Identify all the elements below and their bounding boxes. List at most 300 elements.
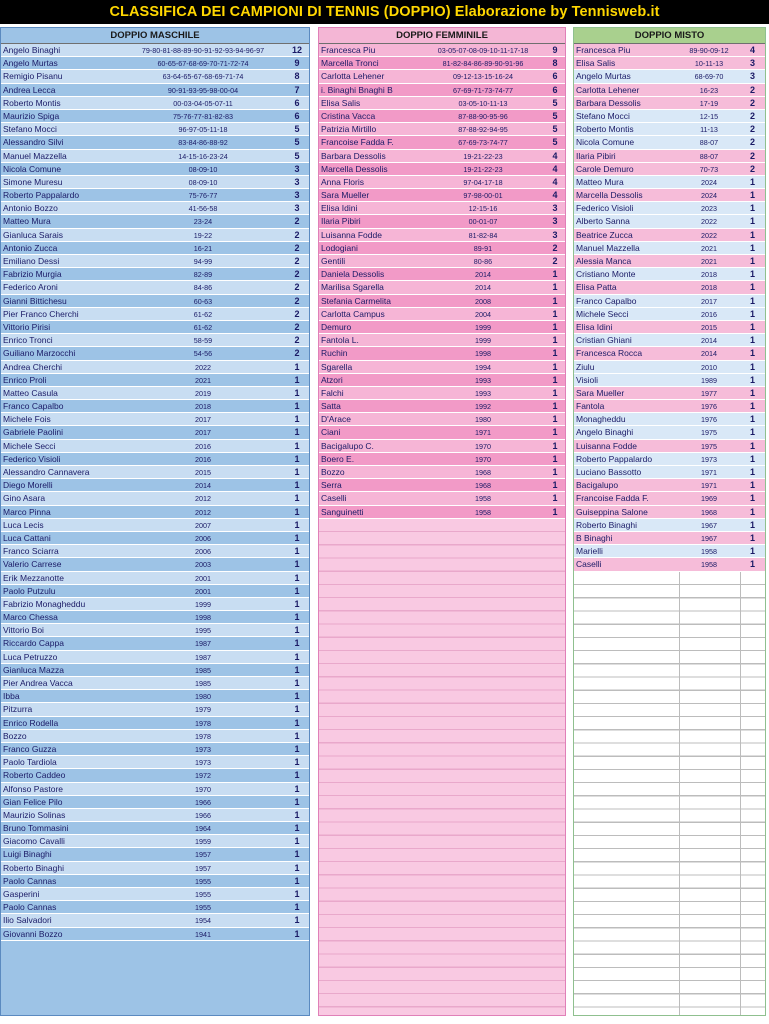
title-years: 1973 — [701, 454, 717, 464]
player-name: Stefania Carmelita — [321, 295, 391, 306]
table-row — [1, 229, 309, 242]
title-count: 1 — [294, 928, 300, 939]
table-row — [1, 440, 309, 453]
table-row — [1, 848, 309, 861]
player-name: Valerio Carrese — [3, 559, 62, 570]
title-count: 1 — [749, 242, 755, 253]
table-row — [574, 545, 765, 558]
player-name: Sara Mueller — [576, 387, 625, 398]
title-count: 5 — [552, 110, 558, 121]
player-name: Andrea Lecca — [3, 84, 56, 95]
table-row — [319, 136, 565, 149]
table-row — [574, 426, 765, 439]
title-years: 03-05-10-11-13 — [458, 98, 508, 108]
table-row — [1, 84, 309, 97]
player-name: Riccardo Cappa — [3, 638, 64, 649]
title-count: 2 — [294, 321, 300, 332]
title-years: 1958 — [475, 494, 491, 504]
player-name: Angelo Binaghi — [576, 427, 634, 438]
title-years: 00-03-04-05-07-11 — [173, 98, 233, 108]
title-count: 1 — [294, 572, 300, 583]
player-name: Anna Floris — [321, 176, 364, 187]
player-name: Marcella Tronci — [321, 58, 379, 69]
table-row — [1, 281, 309, 294]
title-years: 00-01-07 — [468, 217, 498, 227]
title-count: 1 — [552, 374, 558, 385]
title-years: 2018 — [195, 402, 211, 412]
player-name: Fabrizio Monagheddu — [3, 598, 86, 609]
table-row — [1, 572, 309, 585]
player-name: Daniela Dessolis — [321, 269, 385, 280]
table-row — [1, 651, 309, 664]
player-name: Ilio Salvadori — [3, 915, 52, 926]
player-name: Bozzo — [3, 730, 27, 741]
title-count: 1 — [552, 387, 558, 398]
table-row — [319, 44, 565, 57]
title-years: 87-88-92-94-95 — [458, 125, 508, 135]
player-name: Gian Felice Pilo — [3, 796, 63, 807]
title-count: 1 — [749, 414, 755, 425]
title-count: 1 — [294, 612, 300, 623]
title-count: 1 — [749, 427, 755, 438]
title-count: 2 — [294, 216, 300, 227]
table-row — [574, 176, 765, 189]
table-row — [1, 492, 309, 505]
title-years: 79-80-81-88-89-90-91-92-93-94-96-97 — [141, 46, 265, 55]
title-count: 3 — [294, 163, 300, 174]
title-count: 1 — [294, 849, 300, 860]
title-years: 12-15 — [699, 111, 719, 121]
title-years: 1958 — [475, 507, 491, 517]
title-count: 2 — [749, 84, 755, 95]
table-row — [1, 664, 309, 677]
title-years: 1979 — [195, 705, 211, 715]
table-row — [1, 176, 309, 189]
player-name: Luciano Bassotto — [576, 467, 642, 477]
player-name: Erik Mezzanotte — [3, 572, 64, 583]
title-count: 1 — [749, 467, 755, 477]
title-count: 1 — [294, 598, 300, 609]
table-row — [1, 426, 309, 439]
table-row — [319, 123, 565, 136]
player-name: Luisanna Fodde — [321, 229, 382, 240]
title-count: 9 — [552, 45, 558, 55]
player-name: Serra — [321, 480, 342, 491]
title-years: 03-05-07-08-09-10-11-17-18 — [437, 46, 529, 55]
player-name: Remigio Pisanu — [3, 71, 63, 82]
player-name: Falchi — [321, 387, 344, 398]
empty-rows — [319, 519, 565, 1015]
player-name: Andrea Cherchi — [3, 361, 63, 372]
table-row — [319, 84, 565, 97]
table-row — [1, 756, 309, 769]
title-years: 1971 — [701, 468, 717, 477]
table-row — [1, 730, 309, 743]
player-name: Federico Visioli — [576, 203, 634, 214]
player-name: Gianni Bittichesu — [3, 295, 67, 306]
title-count: 2 — [294, 348, 300, 359]
table-row — [319, 440, 565, 453]
title-count: 1 — [749, 546, 755, 557]
title-years: 87-88-90-95-96 — [458, 111, 508, 121]
player-name: Roberto Binaghi — [576, 519, 637, 530]
table-row — [574, 453, 765, 466]
doppio-misto-header: DOPPIO MISTO — [574, 28, 765, 44]
title-years: 10-11-13 — [694, 59, 724, 69]
table-row — [574, 97, 765, 110]
title-years: 2006 — [195, 533, 211, 543]
title-years: 90-91-93-95-98-00-04 — [167, 85, 239, 95]
title-years: 1955 — [195, 876, 211, 886]
table-row — [319, 413, 565, 426]
title-years: 16-21 — [193, 243, 213, 253]
title-years: 88-07 — [699, 138, 719, 148]
title-count: 6 — [294, 97, 300, 108]
title-years: 63-64-65-67-68-69-71-74 — [162, 72, 244, 82]
table-row — [574, 347, 765, 360]
title-count: 1 — [294, 691, 300, 702]
table-row — [1, 598, 309, 611]
table-row — [574, 440, 765, 453]
player-name: Bruno Tommasini — [3, 823, 69, 834]
title-years: 1972 — [195, 771, 211, 781]
title-count: 1 — [294, 414, 300, 425]
title-years: 19-21-22-23 — [463, 151, 503, 161]
title-count: 3 — [294, 190, 300, 201]
title-years: 1976 — [701, 415, 717, 425]
table-row — [1, 334, 309, 347]
player-name: Angelo Murtas — [3, 58, 58, 69]
title-years: 2021 — [701, 257, 717, 266]
player-name: Matteo Casula — [3, 387, 58, 398]
title-years: 2014 — [475, 283, 491, 293]
table-row — [319, 242, 565, 255]
table-row — [319, 110, 565, 123]
table-row — [319, 308, 565, 321]
title-years: 80-86 — [473, 257, 493, 266]
title-years: 1978 — [195, 731, 211, 741]
title-years: 61-62 — [193, 322, 213, 332]
title-count: 1 — [294, 717, 300, 728]
player-name: Carole Demuro — [576, 163, 634, 174]
title-count: 8 — [552, 58, 558, 69]
table-row — [574, 506, 765, 519]
table-row — [1, 624, 309, 637]
title-years: 94-99 — [193, 257, 213, 266]
title-count: 1 — [294, 757, 300, 768]
player-name: Fantola — [576, 401, 605, 412]
table-row — [1, 690, 309, 703]
doppio-maschile-table — [0, 27, 310, 1016]
title-count: 1 — [294, 387, 300, 398]
title-years: 1954 — [195, 916, 211, 926]
player-name: Enrico Rodella — [3, 717, 59, 728]
empty-rows — [574, 572, 765, 1015]
title-count: 4 — [552, 176, 558, 187]
title-count: 2 — [749, 150, 755, 161]
title-count: 2 — [552, 242, 558, 253]
title-count: 3 — [294, 176, 300, 187]
player-name: Guiliano Marzocchi — [3, 348, 76, 359]
title-years: 2018 — [701, 283, 717, 293]
title-count: 1 — [294, 625, 300, 636]
table-row — [319, 479, 565, 492]
player-name: Manuel Mazzella — [576, 242, 640, 253]
title-years: 1998 — [475, 349, 491, 359]
title-count: 1 — [294, 809, 300, 820]
title-count: 1 — [552, 480, 558, 491]
table-row — [1, 677, 309, 690]
title-count: 1 — [749, 282, 755, 293]
title-years: 2022 — [701, 230, 717, 240]
title-years: 88-07 — [699, 151, 719, 161]
table-row — [1, 875, 309, 888]
title-count: 1 — [749, 176, 755, 187]
title-years: 2014 — [701, 336, 717, 346]
title-count: 3 — [552, 216, 558, 227]
table-row — [1, 783, 309, 796]
table-row — [574, 295, 765, 308]
table-row — [574, 466, 765, 479]
table-row — [574, 70, 765, 83]
doppio-maschile-list — [1, 44, 309, 941]
title-years: 1977 — [701, 388, 717, 398]
player-name: Gentili — [321, 256, 346, 266]
title-count: 1 — [294, 480, 300, 491]
title-years: 1989 — [701, 375, 717, 385]
title-count: 1 — [749, 506, 755, 517]
title-years: 2021 — [195, 375, 211, 385]
player-name: Marcella Dessolis — [321, 163, 388, 174]
table-row — [1, 268, 309, 281]
player-name: Maurizio Spiga — [3, 110, 60, 121]
title-years: 97-04-17-18 — [463, 177, 503, 187]
title-count: 2 — [294, 269, 300, 280]
title-count: 2 — [749, 110, 755, 121]
player-name: Simone Muresu — [3, 176, 63, 187]
player-name: Franco Capalbo — [3, 401, 64, 412]
table-row — [319, 97, 565, 110]
title-years: 08-09-10 — [188, 177, 218, 187]
table-row — [574, 215, 765, 228]
player-name: Paolo Cannas — [3, 902, 57, 913]
title-count: 1 — [749, 229, 755, 240]
player-name: Lodogiani — [321, 242, 358, 253]
table-row — [319, 492, 565, 505]
table-row — [1, 809, 309, 822]
title-years: 1966 — [195, 810, 211, 820]
player-name: Francesca Piu — [321, 45, 376, 55]
title-years: 12-15-16 — [468, 204, 498, 214]
doppio-misto-table — [573, 27, 766, 1016]
player-name: Roberto Caddeo — [3, 770, 66, 781]
player-name: Alfonso Pastore — [3, 783, 64, 794]
table-row — [1, 743, 309, 756]
title-count: 1 — [294, 836, 300, 847]
table-row — [319, 361, 565, 374]
title-count: 5 — [552, 124, 558, 135]
title-count: 2 — [294, 295, 300, 306]
title-banner — [0, 0, 769, 24]
table-row — [1, 545, 309, 558]
title-years: 2006 — [195, 547, 211, 557]
title-count: 6 — [294, 110, 300, 121]
table-row — [574, 242, 765, 255]
title-years: 2022 — [195, 362, 211, 372]
player-name: Roberto Montis — [3, 97, 61, 108]
title-years: 96-97-05-11-18 — [178, 125, 228, 135]
table-row — [1, 400, 309, 413]
title-count: 1 — [294, 467, 300, 477]
title-count: 1 — [552, 467, 558, 477]
player-name: Boero E. — [321, 453, 355, 464]
title-years: 2001 — [195, 573, 211, 583]
table-row — [1, 347, 309, 360]
player-name: Elisa Idini — [576, 321, 613, 332]
player-name: Franco Sciarra — [3, 546, 59, 557]
title-count: 2 — [749, 137, 755, 148]
player-name: Bozzo — [321, 467, 345, 477]
title-count: 1 — [294, 651, 300, 662]
player-name: Antonio Zucca — [3, 242, 58, 253]
player-name: Monagheddu — [576, 414, 626, 425]
player-name: Gino Asara — [3, 493, 46, 504]
table-row — [574, 136, 765, 149]
title-years: 60-65-67-68-69-70-71-72-74 — [157, 59, 249, 69]
title-years: 2007 — [195, 520, 211, 530]
title-count: 1 — [294, 915, 300, 926]
title-years: 2023 — [701, 204, 717, 214]
player-name: Luca Lecis — [3, 519, 44, 530]
table-row — [1, 123, 309, 136]
table-row — [1, 914, 309, 927]
title-count: 1 — [294, 361, 300, 372]
title-years: 11-13 — [700, 125, 718, 135]
title-years: 2010 — [701, 362, 717, 372]
table-row — [319, 150, 565, 163]
title-years: 1970 — [475, 454, 491, 464]
title-count: 1 — [749, 190, 755, 201]
title-count: 3 — [749, 71, 755, 82]
table-row — [1, 189, 309, 202]
table-row — [319, 400, 565, 413]
player-name: Michele Secci — [576, 308, 629, 319]
table-row — [319, 176, 565, 189]
table-row — [1, 769, 309, 782]
table-row — [1, 862, 309, 875]
player-name: Barbara Dessolis — [576, 97, 641, 108]
title-years: 70-73 — [699, 164, 719, 174]
player-name: Marielli — [576, 546, 603, 557]
title-years: 1966 — [195, 797, 211, 807]
title-count: 1 — [749, 532, 755, 543]
title-count: 5 — [294, 124, 300, 135]
title-years: 2014 — [701, 349, 717, 359]
title-count: 1 — [552, 401, 558, 412]
table-row — [319, 70, 565, 83]
title-count: 1 — [749, 348, 755, 359]
player-name: Antonio Bozzo — [3, 203, 58, 214]
player-name: B Binaghi — [576, 532, 613, 543]
title-years: 2015 — [701, 322, 717, 332]
player-name: Beatrice Zucca — [576, 229, 633, 240]
table-row — [319, 189, 565, 202]
title-count: 1 — [749, 295, 755, 306]
title-years: 2014 — [195, 481, 211, 491]
title-years: 1970 — [475, 441, 491, 451]
title-count: 4 — [749, 45, 755, 55]
title-years: 2017 — [701, 296, 717, 306]
title-count: 1 — [294, 519, 300, 530]
table-row — [1, 637, 309, 650]
title-count: 2 — [552, 256, 558, 266]
title-years: 2014 — [475, 270, 491, 280]
title-count: 1 — [552, 335, 558, 346]
table-row — [1, 822, 309, 835]
table-row — [574, 479, 765, 492]
title-years: 1973 — [195, 758, 211, 768]
table-row — [574, 150, 765, 163]
title-years: 19-21-22-23 — [463, 164, 503, 174]
player-name: Ciani — [321, 427, 341, 438]
player-name: Patrizia Mirtillo — [321, 124, 377, 135]
table-row — [1, 255, 309, 268]
title-count: 1 — [294, 638, 300, 649]
title-count: 1 — [294, 664, 300, 675]
table-row — [319, 57, 565, 70]
title-count: 1 — [294, 730, 300, 741]
player-name: Bacigalupo — [576, 480, 619, 491]
player-name: Guiseppina Salone — [576, 506, 648, 517]
title-years: 1958 — [701, 560, 717, 570]
player-name: Marco Chessa — [3, 612, 58, 623]
table-row — [574, 110, 765, 123]
title-count: 1 — [294, 862, 300, 873]
player-name: Cristina Vacca — [321, 110, 376, 121]
title-years: 75-76-77 — [188, 191, 218, 201]
table-row — [574, 558, 765, 571]
title-years: 2024 — [701, 177, 717, 187]
table-row — [319, 453, 565, 466]
table-row — [1, 110, 309, 123]
player-name: Luca Petruzzo — [3, 651, 58, 662]
player-name: Roberto Binaghi — [3, 862, 64, 873]
player-name: Francoise Fadda F. — [576, 493, 649, 504]
table-row — [574, 361, 765, 374]
title-count: 1 — [749, 559, 755, 570]
table-row — [1, 532, 309, 545]
table-row — [574, 308, 765, 321]
table-row — [1, 888, 309, 901]
title-count: 1 — [552, 414, 558, 425]
table-row — [319, 202, 565, 215]
player-name: Francesca Rocca — [576, 348, 643, 359]
title-count: 4 — [552, 150, 558, 161]
title-years: 82-89 — [193, 270, 213, 280]
title-count: 5 — [552, 137, 558, 148]
title-count: 12 — [291, 45, 302, 55]
title-count: 2 — [294, 229, 300, 240]
title-years: 81-82-84 — [468, 230, 498, 240]
player-name: Angelo Murtas — [576, 71, 631, 82]
player-name: i. Binaghi Bnaghi B — [321, 84, 393, 95]
title-count: 1 — [294, 770, 300, 781]
title-years: 89-91 — [473, 243, 493, 253]
player-name: Ziulu — [576, 361, 595, 372]
player-name: Elisa Idini — [321, 203, 358, 214]
title-years: 1959 — [195, 837, 211, 847]
title-count: 1 — [552, 493, 558, 504]
